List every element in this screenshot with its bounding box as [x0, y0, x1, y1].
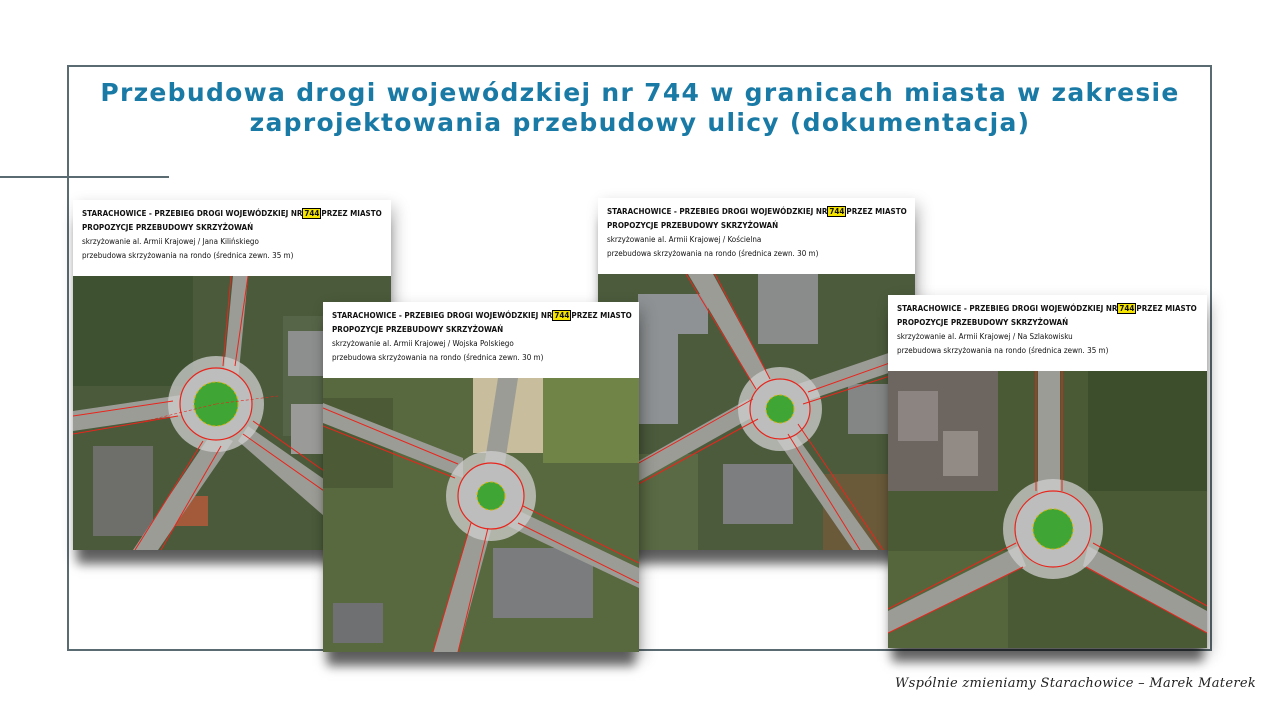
- road-number-badge: 744: [1119, 304, 1135, 313]
- card-heading: STARACHOWICE - PRZEBIEG DROGI WOJEWÓDZKIEJ NR 744 PRZEZ MIASTO: [332, 311, 632, 320]
- card-subheading: PROPOZYCJE PRZEBUDOWY SKRZYŻOWAŃ: [82, 223, 254, 232]
- intersection-card-koscielna: [598, 198, 915, 550]
- slide-title-line-1: Przebudowa drogi wojewódzkiej nr 744 w granicach miasta w zakresie: [100, 78, 1180, 107]
- card-proposal: przebudowa skrzyżowania na rondo (średnica zewn. 30 m): [332, 353, 544, 362]
- card-intersection-name: skrzyżowanie al. Armii Krajowej / Na Szlakowisku: [897, 332, 1073, 341]
- card-subheading: PROPOZYCJE PRZEBUDOWY SKRZYŻOWAŃ: [332, 325, 504, 334]
- card-proposal: przebudowa skrzyżowania na rondo (średnica zewn. 35 m): [82, 251, 294, 260]
- card-proposal: przebudowa skrzyżowania na rondo (średnica zewn. 30 m): [607, 249, 819, 258]
- card-header: [888, 295, 1207, 371]
- card-header: [73, 200, 391, 276]
- card-heading: STARACHOWICE - PRZEBIEG DROGI WOJEWÓDZKIEJ NR 744 PRZEZ MIASTO: [82, 209, 382, 218]
- card-header: [598, 198, 915, 274]
- aerial-map-wojska-polskiego: [323, 378, 639, 652]
- slide-title-line-2: zaprojektowania przebudowy ulicy (dokumentacja): [249, 108, 1031, 137]
- aerial-map-koscielna: [598, 274, 915, 550]
- card-subheading: PROPOZYCJE PRZEBUDOWY SKRZYŻOWAŃ: [607, 221, 779, 230]
- card-heading: STARACHOWICE - PRZEBIEG DROGI WOJEWÓDZKIEJ NR 744 PRZEZ MIASTO: [607, 207, 907, 216]
- road-number-badge: 744: [554, 311, 570, 320]
- intersection-card-na-szlakowisku: [888, 295, 1207, 648]
- road-number-badge: 744: [829, 207, 845, 216]
- card-intersection-name: skrzyżowanie al. Armii Krajowej / Wojska Polskiego: [332, 339, 514, 348]
- accent-line: [0, 176, 169, 178]
- signature: Wspólnie zmieniamy Starachowice – Marek Materek: [895, 676, 1256, 691]
- card-header: [323, 302, 639, 378]
- card-intersection-name: skrzyżowanie al. Armii Krajowej / Jana Kilińskiego: [82, 237, 259, 246]
- intersection-card-wojska-polskiego: [323, 302, 639, 652]
- card-proposal: przebudowa skrzyżowania na rondo (średnica zewn. 35 m): [897, 346, 1109, 355]
- card-intersection-name: skrzyżowanie al. Armii Krajowej / Kościelna: [607, 235, 762, 244]
- aerial-map-na-szlakowisku: [888, 371, 1207, 648]
- card-subheading: PROPOZYCJE PRZEBUDOWY SKRZYŻOWAŃ: [897, 318, 1069, 327]
- road-number-badge: 744: [304, 209, 320, 218]
- card-heading: STARACHOWICE - PRZEBIEG DROGI WOJEWÓDZKIEJ NR 744 PRZEZ MIASTO: [897, 304, 1197, 313]
- slide-title: [70, 78, 1210, 138]
